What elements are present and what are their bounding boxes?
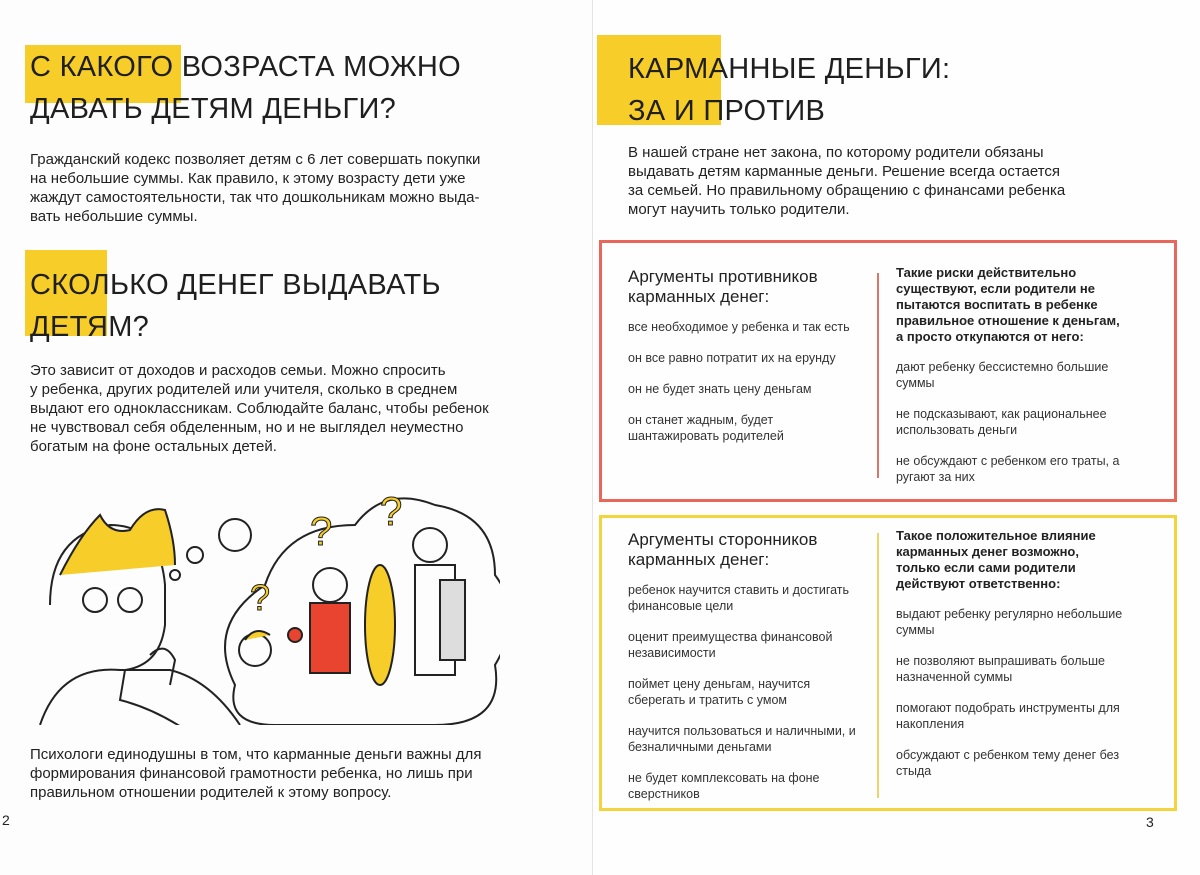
list-item: помогают подобрать инструменты для накопления bbox=[896, 701, 1120, 731]
list-item: обсуждают с ребенком тему денег без стыда bbox=[896, 748, 1120, 778]
page-number: 2 bbox=[2, 812, 10, 828]
for-box bbox=[599, 515, 1177, 811]
list-item: не позволяют выпрашивать больше назначенной суммы bbox=[896, 654, 1105, 684]
for-heading: Аргументы сторонников карманных денег: bbox=[628, 530, 818, 569]
illustration-thinking-parent bbox=[20, 485, 500, 725]
for-lead: Такое положительное влияние карманных денег возможно, только если сами родители действуют ответственно: bbox=[896, 528, 1096, 591]
list-item: поймет цену деньгам, научится сберегать и тратить с умом bbox=[628, 677, 811, 707]
text-line: за семьей. Но правильному обращению с финансами ребенка bbox=[628, 182, 1066, 199]
list-item: все необходимое у ребенка и так есть bbox=[628, 320, 850, 334]
list-item: научится пользоваться и наличными, и безналичными деньгами bbox=[628, 724, 856, 754]
text-line: Психологи единодушны в том, что карманные деньги важны для bbox=[30, 746, 482, 763]
left-page bbox=[0, 0, 592, 875]
text-line: у ребенка, других родителей или учителя, сколько в среднем bbox=[30, 381, 458, 398]
list-item: ребенок научится ставить и достигать финансовые цели bbox=[628, 583, 850, 613]
title-age bbox=[30, 46, 461, 130]
text-line: Гражданский кодекс позволяет детям с 6 лет совершать покупки bbox=[30, 151, 481, 168]
title-how-much bbox=[30, 264, 441, 348]
right-page bbox=[592, 0, 1200, 875]
column-divider bbox=[877, 273, 879, 478]
against-lead: Такие риски действительно существуют, если родители не пытаются воспитать в ребенке правильное отношение к деньгам, а просто откупаются от него: bbox=[896, 265, 1120, 344]
text-line: могут научить только родители. bbox=[628, 201, 850, 218]
text-line: богатым на фоне остальных детей. bbox=[30, 438, 277, 455]
paragraph-psychologists bbox=[30, 745, 481, 802]
list-item: выдают ребенку регулярно небольшие суммы bbox=[896, 607, 1123, 637]
text-line: выдают его одноклассникам. Соблюдайте баланс, чтобы ребенок bbox=[30, 400, 489, 417]
list-item: дают ребенку бессистемно большие суммы bbox=[896, 360, 1109, 390]
text-line: выдавать детям карманные деньги. Решение всегда остается bbox=[628, 163, 1061, 180]
title-line: ЗА И ПРОТИВ bbox=[628, 95, 826, 127]
against-heading: Аргументы противников карманных денег: bbox=[628, 267, 818, 306]
column-divider bbox=[877, 533, 879, 798]
title-pocket-money bbox=[628, 48, 950, 132]
list-item: оценит преимущества финансовой независимости bbox=[628, 630, 833, 660]
text-line: жаждут самостоятельности, так что дошкольникам можно выда- bbox=[30, 189, 480, 206]
text-line: не чувствовал себя обделенным, но и не выглядел неуместно bbox=[30, 419, 464, 436]
text-line: правильном отношении родителей к этому вопросу. bbox=[30, 784, 392, 801]
for-responses bbox=[896, 528, 1126, 794]
title-line: ДЕТЯМ? bbox=[30, 311, 150, 343]
against-box bbox=[599, 240, 1177, 502]
paragraph-intro bbox=[628, 143, 1065, 219]
paragraph-age bbox=[30, 150, 480, 226]
paragraph-how-much bbox=[30, 361, 489, 456]
svg-text:?: ? bbox=[310, 510, 333, 554]
text-line: В нашей стране нет закона, по которому родители обязаны bbox=[628, 144, 1044, 161]
svg-text:?: ? bbox=[250, 577, 271, 618]
against-responses bbox=[896, 265, 1126, 500]
list-item: он все равно потратит их на ерунду bbox=[628, 351, 836, 365]
text-line: Это зависит от доходов и расходов семьи. Можно спросить bbox=[30, 362, 446, 379]
title-line: С КАКОГО ВОЗРАСТА МОЖНО bbox=[30, 51, 461, 83]
title-line: КАРМАННЫЕ ДЕНЬГИ: bbox=[628, 53, 951, 85]
against-arguments bbox=[628, 267, 858, 459]
text-line: формирования финансовой грамотности ребенка, но лишь при bbox=[30, 765, 473, 782]
title-line: ДАВАТЬ ДЕТЯМ ДЕНЬГИ? bbox=[30, 93, 397, 125]
list-item: он станет жадным, будет шантажировать родителей bbox=[628, 413, 784, 443]
text-line: на небольшие суммы. Как правило, к этому возрасту дети уже bbox=[30, 170, 466, 187]
list-item: он не будет знать цену деньгам bbox=[628, 382, 812, 396]
text-line: вать небольшие суммы. bbox=[30, 208, 198, 225]
list-item: не будет комплексовать на фоне сверстников bbox=[628, 771, 820, 801]
for-arguments bbox=[628, 530, 863, 817]
list-item: не подсказывают, как рациональнее использовать деньги bbox=[896, 407, 1107, 437]
svg-text:?: ? bbox=[380, 490, 403, 534]
list-item: не обсуждают с ребенком его траты, а ругают за них bbox=[896, 454, 1120, 484]
title-line: СКОЛЬКО ДЕНЕГ ВЫДАВАТЬ bbox=[30, 269, 441, 301]
page-number: 3 bbox=[1146, 814, 1154, 830]
